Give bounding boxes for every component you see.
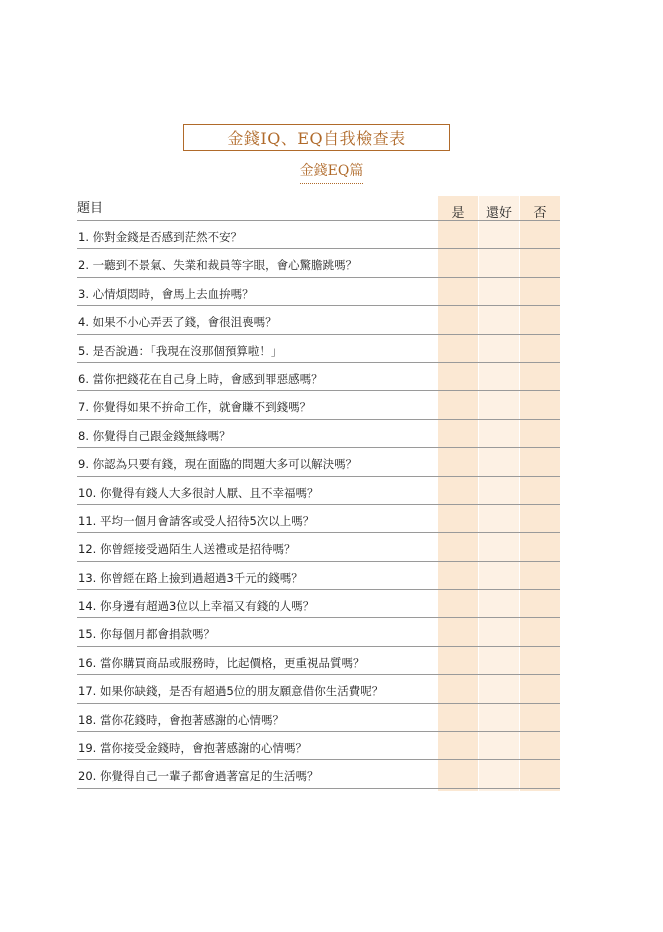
answer-cell-ok[interactable] — [479, 477, 519, 504]
answer-cell-no[interactable] — [520, 221, 560, 248]
question-rows — [77, 221, 560, 789]
answer-cell-no[interactable] — [520, 618, 560, 645]
table-row — [77, 249, 560, 277]
table-row — [77, 363, 560, 391]
question-text: 5. 是否說過：「我現在沒那個預算啦！」 — [78, 343, 283, 358]
answer-cell-yes[interactable] — [438, 760, 478, 787]
table-row — [77, 590, 560, 618]
answer-cell-ok[interactable] — [479, 249, 519, 276]
answer-cell-ok[interactable] — [479, 505, 519, 532]
table-row — [77, 562, 560, 590]
table-row — [77, 760, 560, 788]
answer-cell-ok[interactable] — [479, 533, 519, 560]
question-text: 8. 你覺得自己跟金錢無緣嗎？ — [78, 428, 231, 443]
table-row — [77, 618, 560, 646]
question-text: 7. 你覺得如果不拚命工作，就會賺不到錢嗎？ — [78, 400, 312, 415]
table-row — [77, 448, 560, 476]
answer-cell-ok[interactable] — [479, 618, 519, 645]
table-row — [77, 647, 560, 675]
table-row — [77, 477, 560, 505]
answer-cell-yes[interactable] — [438, 391, 478, 418]
answer-cell-no[interactable] — [520, 249, 560, 276]
answer-cell-no[interactable] — [520, 335, 560, 362]
question-text: 13. 你曾經在路上撿到過超過3千元的錢嗎？ — [78, 570, 303, 585]
question-text: 4. 如果不小心弄丟了錢，會很沮喪嗎？ — [78, 315, 277, 330]
answer-cell-ok[interactable] — [479, 675, 519, 702]
answer-cell-yes[interactable] — [438, 221, 478, 248]
answer-cell-yes[interactable] — [438, 420, 478, 447]
answer-cell-yes[interactable] — [438, 335, 478, 362]
header-label: 題目 — [77, 201, 104, 216]
answer-cell-yes[interactable] — [438, 505, 478, 532]
answer-cell-yes[interactable] — [438, 562, 478, 589]
question-text: 17. 如果你缺錢，是否有超過5位的朋友願意借你生活費呢？ — [78, 684, 384, 699]
question-text: 16. 當你購買商品或服務時，比起價格，更重視品質嗎？ — [78, 655, 365, 670]
answer-cell-ok[interactable] — [479, 760, 519, 787]
question-text: 3. 心情煩悶時，會馬上去血拚嗎？ — [78, 286, 254, 301]
table-header — [77, 193, 560, 221]
answer-cell-yes[interactable] — [438, 477, 478, 504]
question-text: 9. 你認為只要有錢，現在面臨的問題大多可以解決嗎？ — [78, 457, 358, 472]
answer-cell-no[interactable] — [520, 391, 560, 418]
answer-cell-no[interactable] — [520, 590, 560, 617]
answer-cell-ok[interactable] — [479, 448, 519, 475]
table-row — [77, 533, 560, 561]
table-row — [77, 704, 560, 732]
checklist-table — [77, 193, 560, 789]
answer-cell-no[interactable] — [520, 533, 560, 560]
table-row — [77, 675, 560, 703]
question-text: 1. 你對金錢是否感到茫然不安？ — [78, 230, 243, 244]
answer-cell-yes[interactable] — [438, 732, 478, 759]
table-row — [77, 505, 560, 533]
answer-cell-ok[interactable] — [479, 647, 519, 674]
question-text: 12. 你曾經接受過陌生人送禮或是招待嗎？ — [78, 542, 296, 557]
answer-cell-no[interactable] — [520, 760, 560, 787]
table-row — [77, 420, 560, 448]
question-text: 20. 你覺得自己一輩子都會過著富足的生活嗎？ — [78, 769, 319, 784]
answer-cell-no[interactable] — [520, 448, 560, 475]
table-row — [77, 221, 560, 249]
answer-cell-no[interactable] — [520, 363, 560, 390]
answer-cell-ok[interactable] — [479, 363, 519, 390]
answer-cell-no[interactable] — [520, 675, 560, 702]
answer-cell-yes[interactable] — [438, 278, 478, 305]
table-row — [77, 391, 560, 419]
answer-cell-ok[interactable] — [479, 562, 519, 589]
answer-cell-yes[interactable] — [438, 533, 478, 560]
answer-cell-yes[interactable] — [438, 448, 478, 475]
question-text: 18. 當你花錢時，會抱著感謝的心情嗎？ — [78, 712, 284, 727]
answer-cell-ok[interactable] — [479, 221, 519, 248]
answer-cell-no[interactable] — [520, 278, 560, 305]
header-option-yes: 是 — [451, 206, 465, 221]
question-text: 11. 平均一個月會請客或受人招待5次以上嗎？ — [78, 513, 315, 528]
answer-cell-yes[interactable] — [438, 618, 478, 645]
answer-cell-yes[interactable] — [438, 249, 478, 276]
answer-cell-yes[interactable] — [438, 306, 478, 333]
answer-cell-ok[interactable] — [479, 306, 519, 333]
page-subtitle — [0, 160, 663, 184]
table-row — [77, 335, 560, 363]
answer-cell-yes[interactable] — [438, 675, 478, 702]
answer-cell-yes[interactable] — [438, 704, 478, 731]
page-title: 金錢IQ、EQ自我檢查表 — [183, 124, 450, 151]
question-text: 19. 當你接受金錢時，會抱著感謝的心情嗎？ — [78, 741, 307, 756]
answer-cell-ok[interactable] — [479, 391, 519, 418]
question-text: 2. 一聽到不景氣、失業和裁員等字眼，會心驚膽跳嗎？ — [78, 258, 358, 273]
answer-cell-ok[interactable] — [479, 278, 519, 305]
question-text: 14. 你身邊有超過3位以上幸福又有錢的人嗎？ — [78, 599, 315, 614]
subtitle-text: 金錢EQ篇 — [300, 160, 364, 184]
answer-cell-no[interactable] — [520, 505, 560, 532]
table-row — [77, 732, 560, 760]
question-text: 10. 你覺得有錢人大多很討人厭、且不幸福嗎？ — [78, 485, 319, 500]
header-option-no: 否 — [533, 206, 547, 221]
table-row — [77, 306, 560, 334]
header-option-ok: 還好 — [485, 206, 512, 221]
answer-cell-yes[interactable] — [438, 647, 478, 674]
answer-cell-no[interactable] — [520, 647, 560, 674]
answer-cell-ok[interactable] — [479, 335, 519, 362]
question-text: 15. 你每個月都會捐款嗎？ — [78, 627, 215, 642]
answer-cell-no[interactable] — [520, 306, 560, 333]
answer-cell-yes[interactable] — [438, 363, 478, 390]
answer-cell-no[interactable] — [520, 562, 560, 589]
answer-cell-ok[interactable] — [479, 420, 519, 447]
answer-cell-no[interactable] — [520, 420, 560, 447]
answer-cell-ok[interactable] — [479, 732, 519, 759]
answer-cell-no[interactable] — [520, 477, 560, 504]
table-row — [77, 278, 560, 306]
answer-cell-no[interactable] — [520, 704, 560, 731]
answer-cell-no[interactable] — [520, 732, 560, 759]
question-text: 6. 當你把錢花在自己身上時，會感到罪惡感嗎？ — [78, 371, 323, 386]
answer-cell-ok[interactable] — [479, 590, 519, 617]
answer-cell-ok[interactable] — [479, 704, 519, 731]
answer-cell-yes[interactable] — [438, 590, 478, 617]
